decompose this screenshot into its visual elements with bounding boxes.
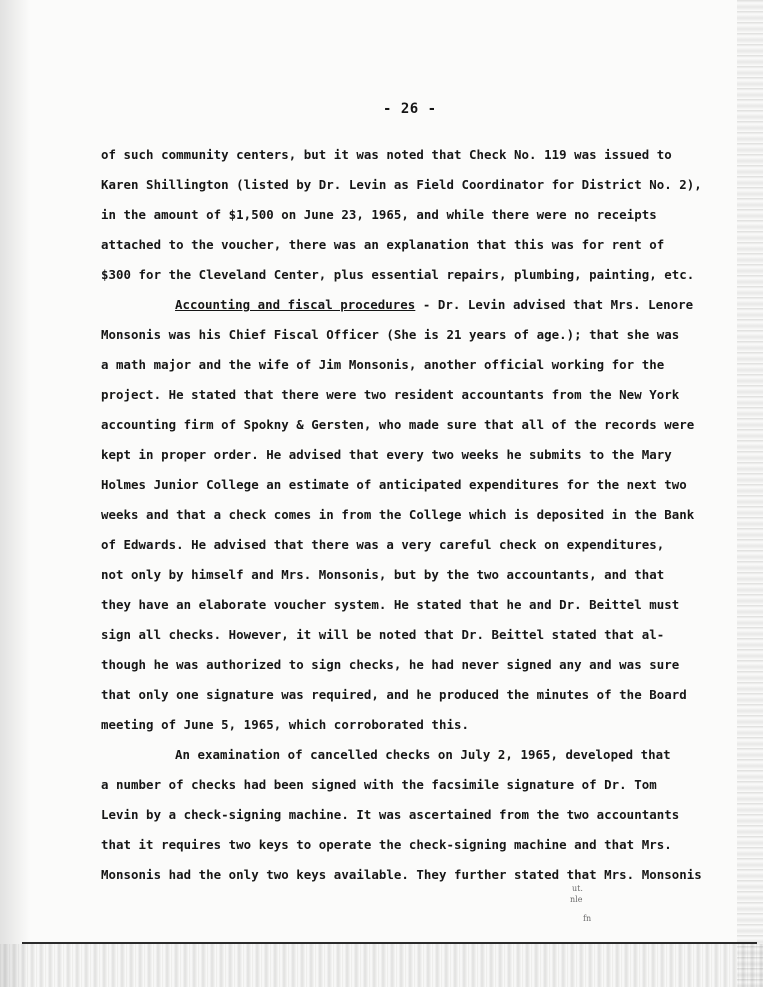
marginal-note: fn [583,914,592,923]
marginal-note: ut. [572,884,583,893]
text-line: though he was authorized to sign checks, he had never signed any and was sure [101,657,680,672]
text-line: not only by himself and Mrs. Monsonis, but by the two accountants, and that [101,567,665,582]
section-heading: Accounting and fiscal procedures [175,297,416,312]
text-line: weeks and that a check comes in from the College which is deposited in the Bank [101,507,695,522]
scan-noise-bottom [0,944,763,987]
text-line: of such community centers, but it was noted that Check No. 119 was issued to [101,147,672,162]
text-line: kept in proper order. He advised that every two weeks he submits to the Mary [101,447,672,462]
scan-edge-left [0,0,30,987]
text-line: Karen Shillington (listed by Dr. Levin as Field Coordinator for District No. 2), [101,177,702,192]
text-line: Levin by a check-signing machine. It was ascertained from the two accountants [101,807,680,822]
heading-continuation: - Dr. Levin advised that Mrs. Lenore [415,297,694,312]
text-line: project. He stated that there were two resident accountants from the New York [101,387,680,402]
text-line: $300 for the Cleveland Center, plus essential repairs, plumbing, painting, etc. [101,267,695,282]
text-line: of Edwards. He advised that there was a very careful check on expenditures, [101,537,665,552]
text-line: a math major and the wife of Jim Monsonis, another official working for the [101,357,665,372]
page-number: - 26 - [383,101,437,117]
text-line: in the amount of $1,500 on June 23, 1965, and while there were no receipts [101,207,657,222]
text-line: Monsonis had the only two keys available. They further stated that Mrs. Monsonis [101,867,702,882]
text-line: attached to the voucher, there was an explanation that this was for rent of [101,237,665,252]
text-line: a number of checks had been signed with the facsimile signature of Dr. Tom [101,777,657,792]
text-line: meeting of June 5, 1965, which corroborated this. [101,717,469,732]
scan-edge-right [737,0,763,987]
marginal-note: nle [570,895,583,904]
text-line: Monsonis was his Chief Fiscal Officer (She is 21 years of age.); that she was [101,327,680,342]
text-line: that only one signature was required, and he produced the minutes of the Board [101,687,687,702]
text-line: that it requires two keys to operate the check-signing machine and that Mrs. [101,837,672,852]
text-line: Holmes Junior College an estimate of anticipated expenditures for the next two [101,477,687,492]
document-body [101,144,721,894]
text-line: sign all checks. However, it will be noted that Dr. Beittel stated that al- [101,627,665,642]
text-line: An examination of cancelled checks on July 2, 1965, developed that [175,747,671,762]
text-line: they have an elaborate voucher system. He stated that he and Dr. Beittel must [101,597,680,612]
text-line: accounting firm of Spokny & Gersten, who made sure that all of the records were [101,417,695,432]
section-heading-line [101,294,721,324]
